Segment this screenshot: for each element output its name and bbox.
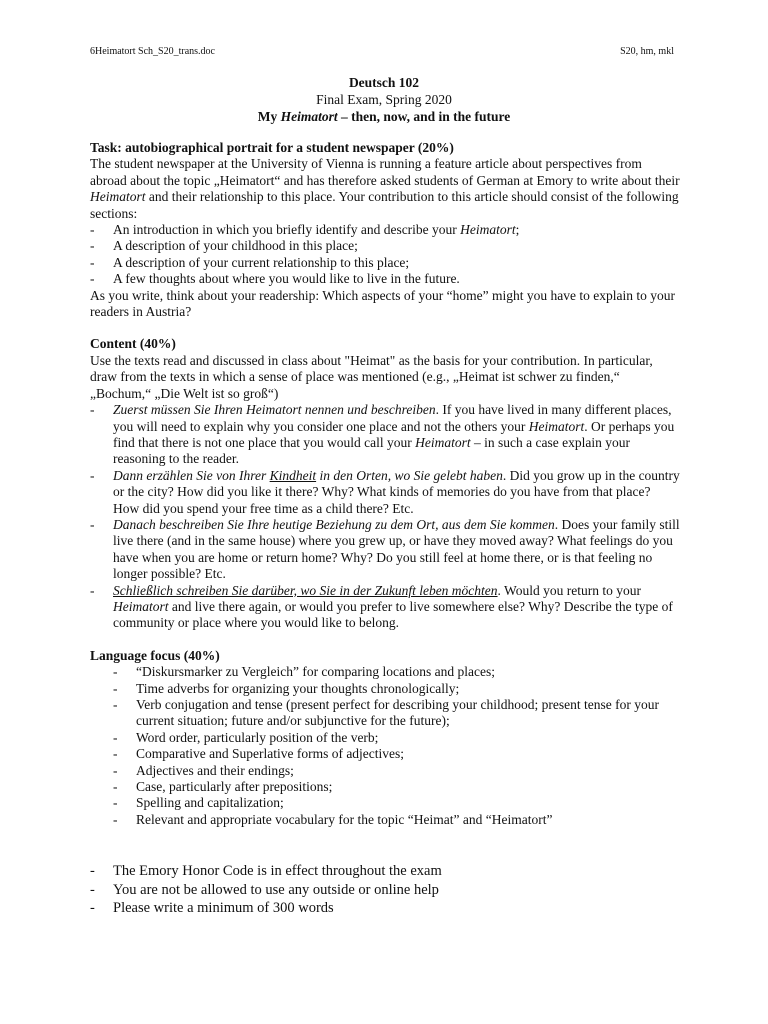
exam-title: Final Exam, Spring 2020 — [316, 92, 452, 107]
dash-marker: - — [90, 271, 95, 287]
dash-marker: - — [113, 680, 118, 696]
content-item-4-italic-underlined: Schließlich schreiben Sie darüber, wo Sie in der Zukunft leben möchten — [113, 582, 498, 598]
dash-marker: - — [113, 795, 118, 811]
content-item-2-italic-a: Dann erzählen Sie von Ihrer — [113, 467, 270, 483]
doc-filename: 6Heimatort Sch_S20_trans.doc — [90, 46, 215, 57]
task-item-1-pre: An introduction in which you briefly identify and describe your — [113, 222, 461, 238]
language-item — [90, 763, 680, 779]
section-gap — [90, 632, 680, 648]
task-item-1-italic: Heimatort — [460, 222, 516, 238]
language-item-text: Relevant and appropriate vocabulary for the topic “Heimat” and “Heimatort” — [136, 811, 553, 827]
task-item-1 — [90, 222, 680, 238]
content-item-1-text3: – in such a case explain your reasoning to the reader. — [113, 434, 630, 467]
language-item-text: Word order, particularly position of the verb; — [136, 729, 379, 745]
section-gap — [90, 320, 680, 336]
dash-marker: - — [113, 746, 118, 762]
task-intro — [90, 156, 680, 222]
content-item-2 — [90, 468, 680, 517]
task-item-4 — [90, 271, 680, 287]
language-item-text: Adjectives and their endings; — [136, 762, 294, 778]
dash-marker: - — [113, 811, 118, 827]
content-item-2-italic-b: in den Orten, wo Sie gelebt haben — [316, 467, 503, 483]
language-item — [90, 812, 680, 828]
dash-marker: - — [90, 238, 95, 254]
content-item-1 — [90, 402, 680, 468]
task-intro-italic: Heimatort — [90, 189, 146, 205]
language-item-text: “Diskursmarker zu Vergleich” for comparing locations and places; — [136, 664, 496, 680]
content-item-2-italic-underlined: Kindheit — [269, 467, 317, 483]
language-item-text: Time adverbs for organizing your thoughts chronologically; — [136, 680, 460, 696]
dash-marker: - — [113, 779, 118, 795]
content-item-4-text2: and live there again, or would you prefer to live somewhere else? Why? Describe the type of community or place where you would like to belong. — [113, 598, 673, 631]
rule-item-text: Please write a minimum of 300 words — [113, 900, 334, 916]
rule-item — [90, 899, 680, 918]
language-item-text: Comparative and Superlative forms of adjectives; — [136, 746, 405, 762]
content-intro: Use the texts read and discussed in class about "Heimat" as the basis for your contribution. In particular, draw from the texts in which a sense of place was mentioned (e.g., „Heimat ist schwer zu finden,“ „Bochum,“ „Die Welt ist so groß“) — [90, 352, 653, 401]
language-item-text: Verb conjugation and tense (present perfect for describing your childhood; present tense for your current situation; future and/or subjunctive for the future); — [136, 697, 659, 729]
dash-marker: - — [90, 881, 95, 898]
task-item-3-text: A description of your current relationship to this place; — [113, 254, 410, 270]
language-item — [90, 664, 680, 680]
dash-marker: - — [90, 467, 95, 483]
content-item-2-text: . Did you grow up in the country or the city? How did you like it there? Why? What kinds of memories do you have from that place? How did you spend your free time as a child there? Etc. — [113, 467, 680, 516]
theme-title — [0, 108, 768, 125]
task-closing: As you write, think about your readership: Which aspects of your “home” might you have to explain to your readers in Austria? — [90, 287, 675, 320]
content-item-4 — [90, 583, 680, 632]
content-item-3-text: . Does your family still live there (and in the same house) where you grew up, or have they moved away? What feelings do you have when you are home or return home? Why? Do you still feel at home there, or is that feeling no longer possible? Etc. — [113, 516, 680, 582]
language-item — [90, 795, 680, 811]
content-item-1-italic: Zuerst müssen Sie Ihren Heimatort nennen und beschreiben — [113, 402, 436, 418]
task-item-1-post: ; — [515, 222, 520, 238]
task-intro-text2: and their relationship to this place. Your contribution to this article should consist of the following sections: — [90, 189, 679, 221]
content-item-4-italic2: Heimatort — [113, 598, 169, 614]
content-heading: Content (40%) — [90, 336, 176, 352]
content-item-1-italic2: Heimatort — [528, 418, 585, 434]
task-heading: Task: autobiographical portrait for a student newspaper (20%) — [90, 140, 454, 155]
task-intro-text1: The student newspaper at the University of Vienna is running a feature article about perspectives from abroad about the topic „Heimatort“ and has therefore asked students of German at Emory to write about their — [90, 156, 680, 188]
language-item — [90, 779, 680, 795]
dash-marker: - — [90, 222, 95, 238]
dash-marker: - — [113, 664, 118, 680]
language-item — [90, 697, 680, 730]
exam-rules — [90, 862, 680, 918]
dash-marker: - — [90, 863, 95, 879]
rule-item — [90, 862, 680, 881]
rules-list — [90, 862, 680, 918]
dash-marker: - — [90, 402, 95, 418]
dash-marker: - — [113, 697, 118, 712]
task-item-4-text: A few thoughts about where you would like to live in the future. — [113, 271, 460, 287]
dash-marker: - — [113, 729, 118, 745]
rule-item-text: The Emory Honor Code is in effect throughout the exam — [113, 863, 442, 879]
dash-marker: - — [90, 254, 95, 270]
content-item-1-text2: . Or perhaps you find that there is not one place that you would call your — [113, 418, 675, 450]
content-item-3-italic: Danach beschreiben Sie Ihre heutige Beziehung zu dem Ort, aus dem Sie kommen — [113, 516, 555, 532]
content-item-1-text1: . If you have lived in many different places, you will need to explain why you consider one place and not the others your — [113, 402, 672, 434]
task-item-3 — [90, 255, 680, 271]
task-item-2-text: A description of your childhood in this place; — [113, 238, 358, 254]
doc-initials: S20, hm, mkl — [620, 46, 674, 57]
rule-item-text: You are not be allowed to use any outside or online help — [113, 881, 439, 898]
theme-italic: Heimatort — [280, 109, 338, 124]
content-item-3 — [90, 517, 680, 583]
language-heading: Language focus (40%) — [90, 647, 220, 663]
language-item — [90, 730, 680, 746]
rule-item — [90, 881, 680, 900]
content-item-1-italic3: Heimatort — [415, 434, 471, 450]
course-title: Deutsch 102 — [348, 75, 420, 90]
dash-marker: - — [113, 762, 118, 778]
dash-marker: - — [90, 582, 95, 598]
language-item — [90, 746, 680, 762]
dash-marker: - — [90, 516, 95, 532]
task-list — [90, 222, 680, 288]
theme-pre: My — [257, 109, 281, 124]
theme-post: – then, now, and in the future — [337, 109, 511, 124]
title-block — [0, 74, 768, 125]
content-list — [90, 402, 680, 632]
content-item-4-text1: . Would you return to your — [497, 582, 641, 598]
language-list — [90, 664, 680, 828]
dash-marker: - — [90, 900, 95, 916]
task-item-2 — [90, 238, 680, 254]
exam-body — [90, 140, 680, 828]
language-item-text: Case, particularly after prepositions; — [136, 779, 333, 795]
language-item-text: Spelling and capitalization; — [136, 795, 284, 811]
language-item — [90, 681, 680, 697]
